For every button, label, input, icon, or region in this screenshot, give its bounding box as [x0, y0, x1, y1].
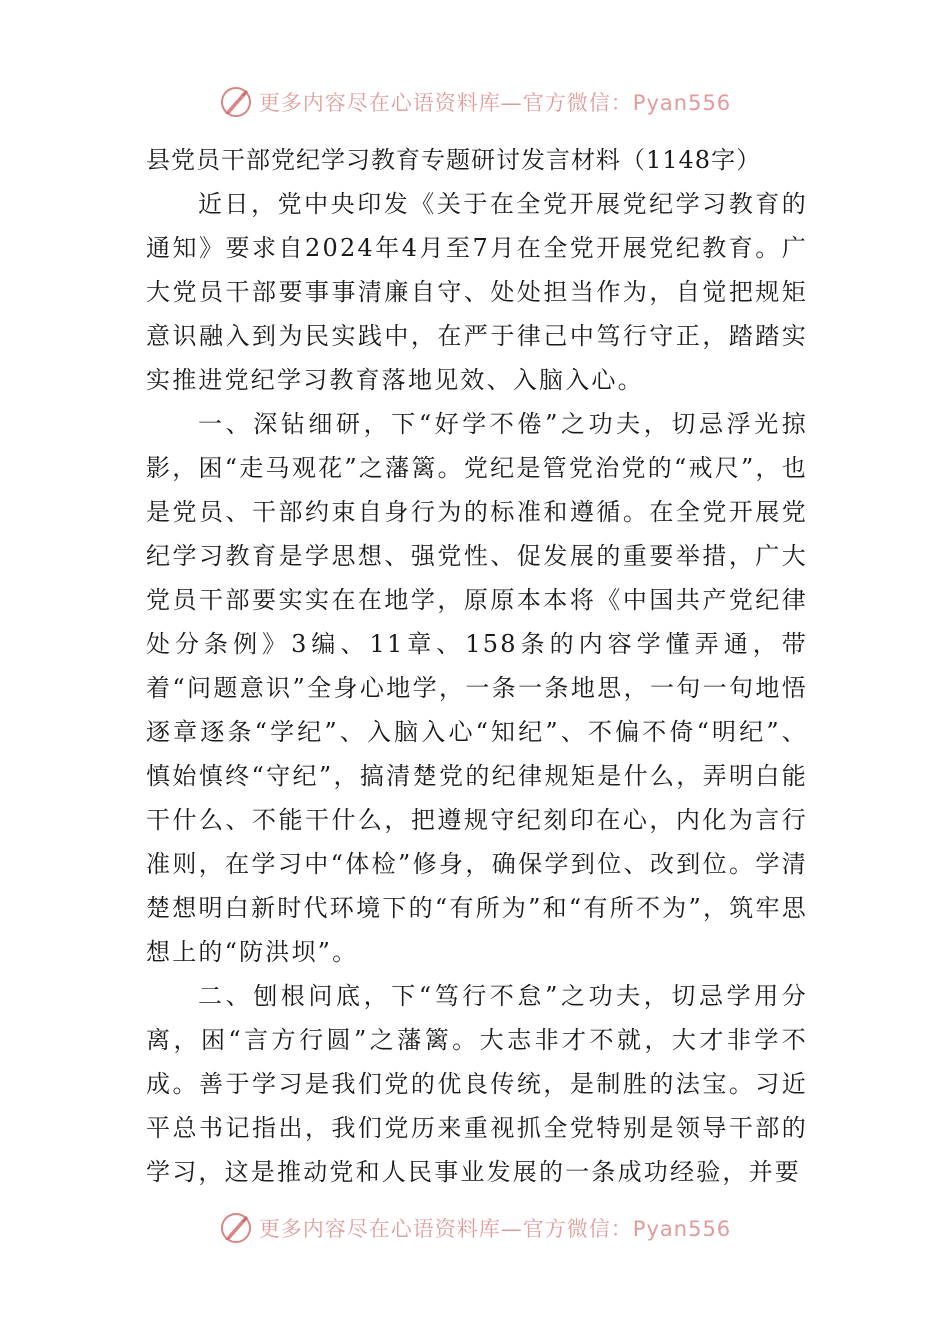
document-body: [146, 138, 808, 1194]
document-title: 县党员干部党纪学习教育专题研讨发言材料（1148字）: [146, 146, 762, 174]
footer-watermark: [0, 1208, 950, 1248]
paragraph-section-two: 二、刨根问底，下“笃行不怠”之功夫，切忌学用分离，困“言方行圆”之藩篱。大志非才不就，大才非学不成。善于学习是我们党的优良传统，是制胜的法宝。习近平总书记指出，我们党历来重视抓全党特别是领导干部的学习，这是推动党和人民事业发展的一条成功经验，并要: [146, 982, 808, 1186]
paragraph-intro: 近日，党中央印发《关于在全党开展党纪学习教育的通知》要求自2024年4月至7月在全党开展党纪教育。广大党员干部要事事清廉自守、处处担当作为，自觉把规矩意识融入到为民实践中，在严于律己中笃行守正，踏踏实实推进党纪学习教育落地见效、入脑入心。: [146, 190, 808, 394]
paragraph-section-one: 一、深钻细研，下“好学不倦”之功夫，切忌浮光掠影，困“走马观花”之藩篱。党纪是管党治党的“戒尺”，也是党员、干部约束自身行为的标准和遵循。在全党开展党纪学习教育是学思想、强党性、促发展的重要举措，广大党员干部要实实在在地学，原原本本将《中国共产党纪律处分条例》3编、11章、158条的内容学懂弄通，带着“问题意识”全身心地学，一条一条地思，一句一句地悟逐章逐条“学纪”、入脑入心“知纪”、不偏不倚“明纪”、慎始慎终“守纪”，搞清楚党的纪律规矩是什么，弄明白能干什么、不能干什么，把遵规守纪刻印在心，内化为言行准则，在学习中“体检”修身，确保学到位、改到位。学清楚想明白新时代环境下的“有所为”和“有所不为”，筑牢思想上的“防洪坝”。: [146, 410, 808, 966]
header-watermark: [0, 82, 950, 122]
pen-brush-icon: [219, 85, 253, 119]
pen-brush-icon: [219, 1211, 253, 1245]
watermark-text: 更多内容尽在心语资料库—官方微信：Pyan556: [258, 1217, 732, 1241]
watermark-text: 更多内容尽在心语资料库—官方微信：Pyan556: [258, 91, 732, 115]
